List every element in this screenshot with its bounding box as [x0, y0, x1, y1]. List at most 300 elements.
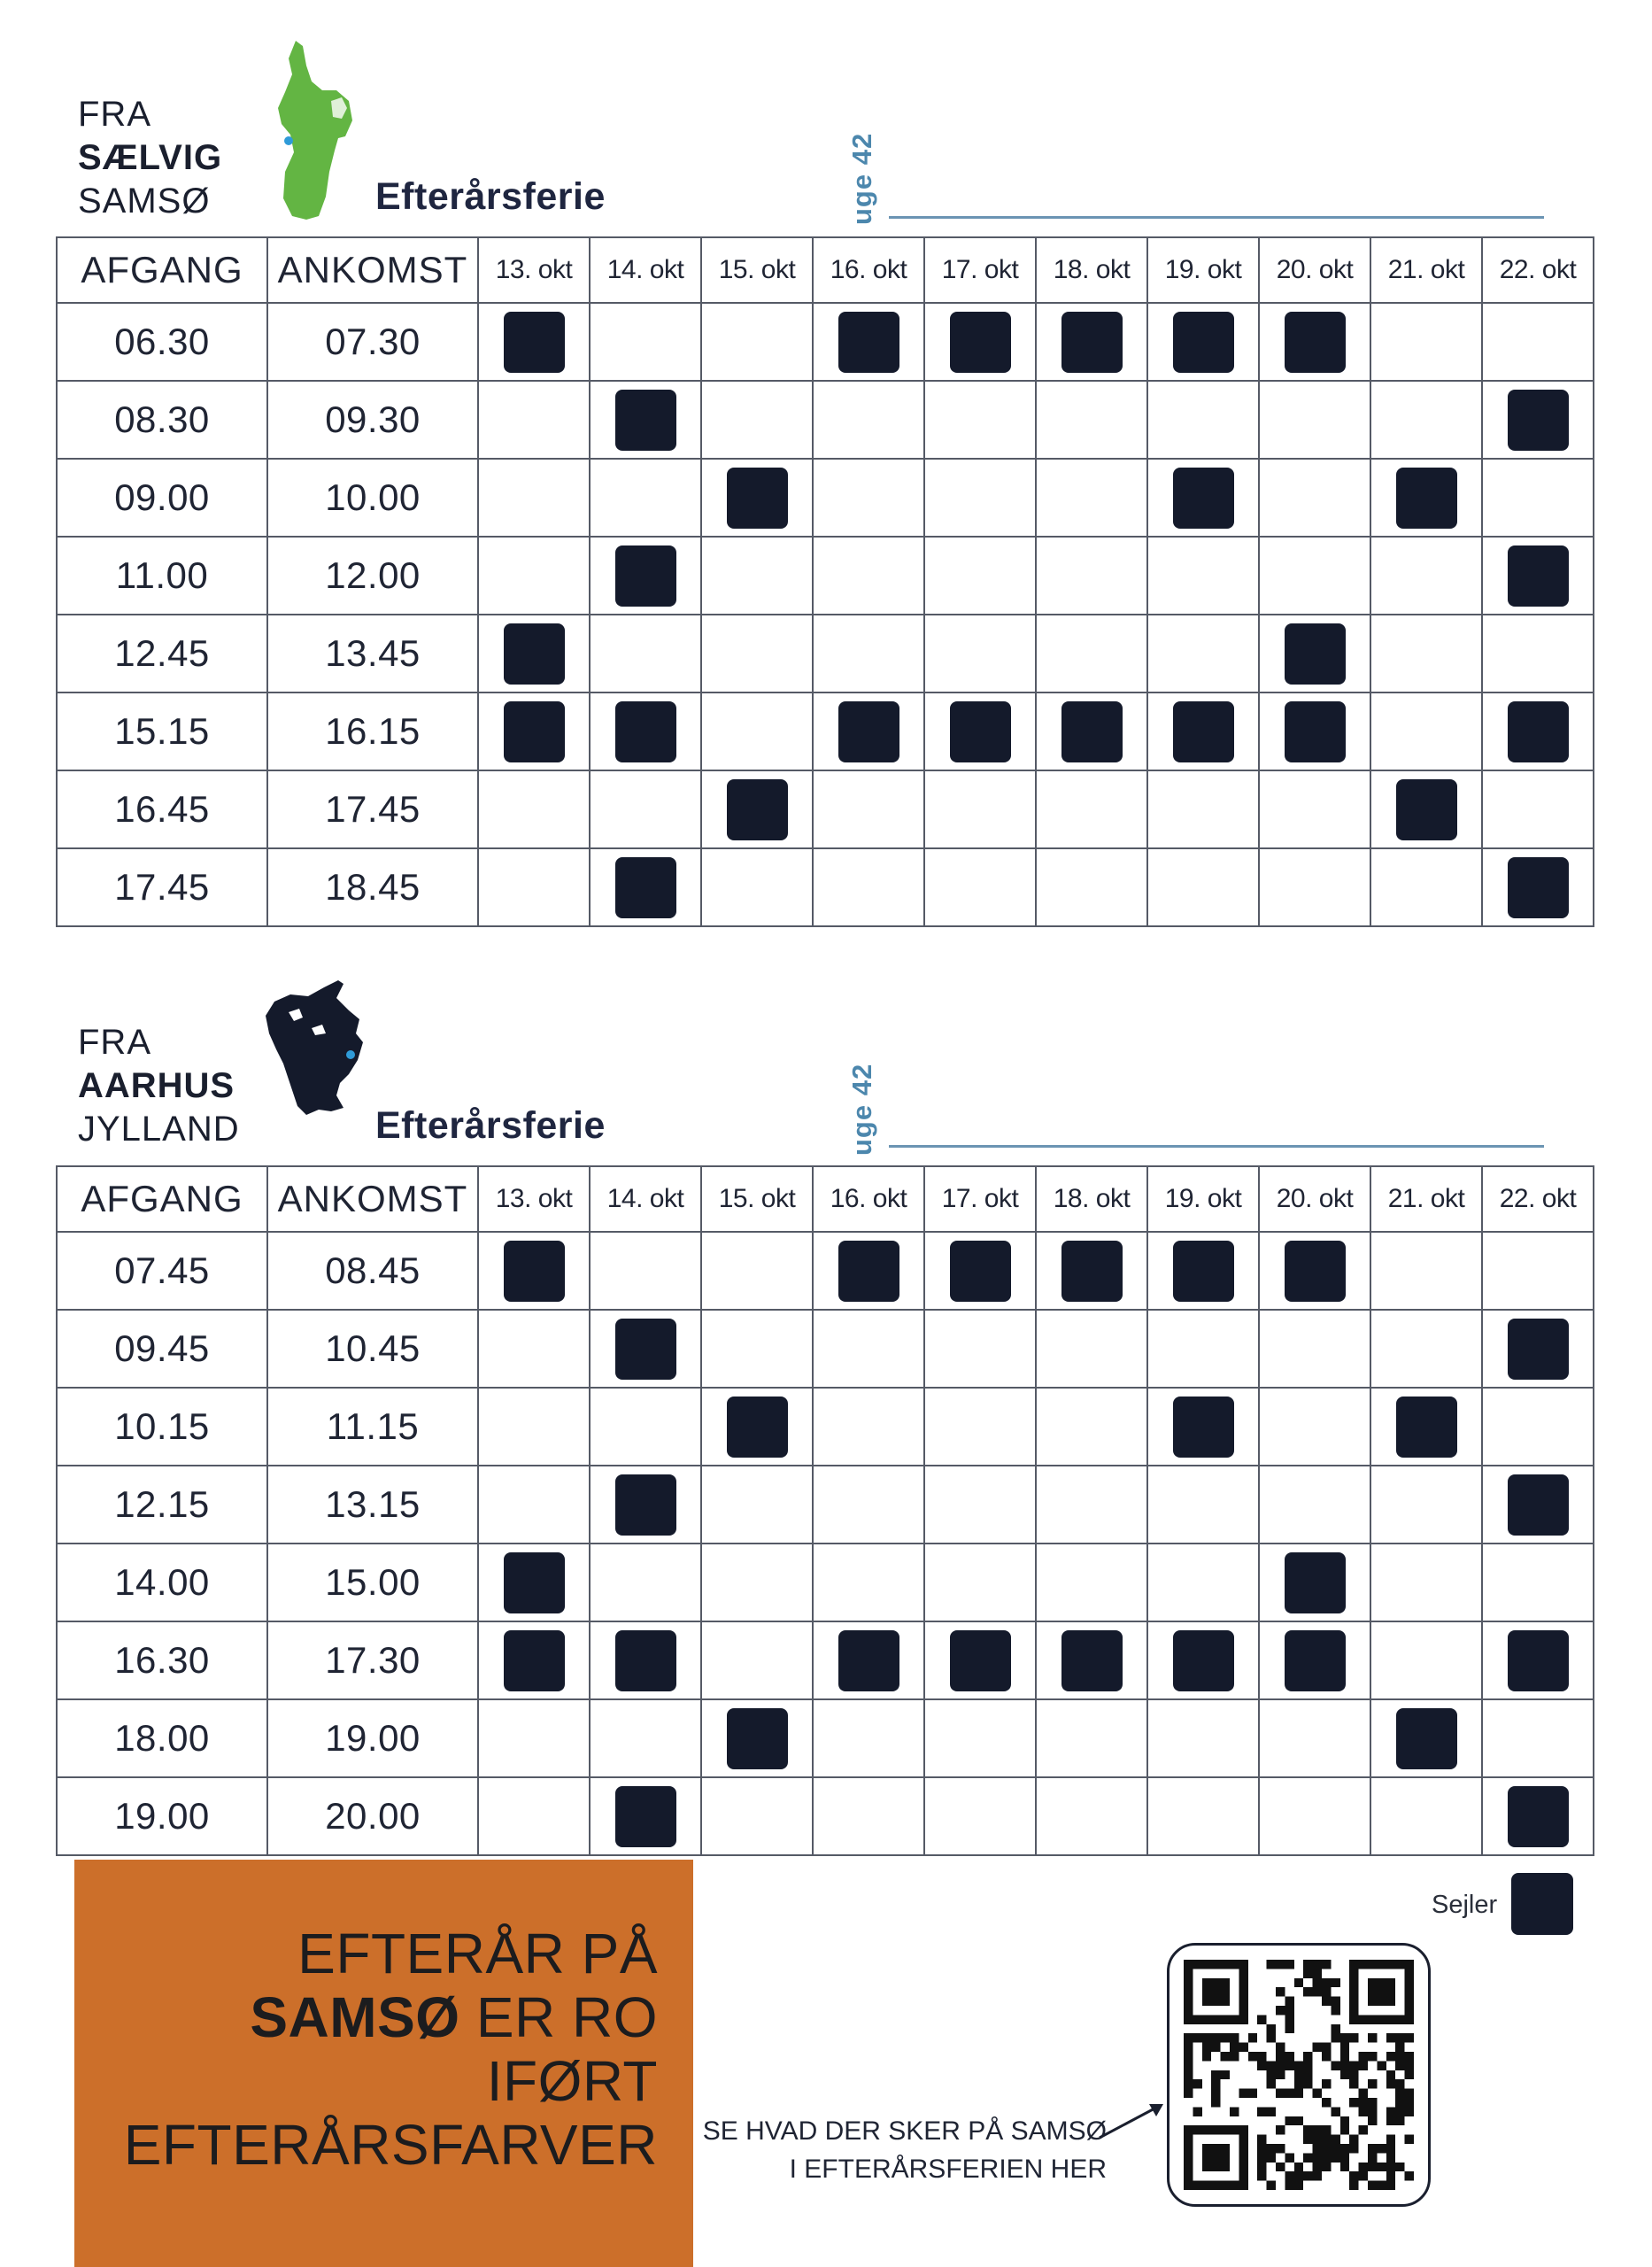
sailing-cell	[478, 770, 590, 848]
sailing-cell	[478, 615, 590, 692]
sails-marker	[838, 1630, 899, 1691]
departure-time: 12.15	[57, 1466, 267, 1544]
promo-line4: EFTERÅRSFARVER	[123, 2113, 658, 2177]
promo-line2-rest: ER RO	[459, 1985, 658, 2049]
departure-table-saelvig	[56, 236, 1594, 927]
header-arrival: ANKOMST	[267, 1166, 478, 1232]
table-row	[57, 848, 1594, 926]
sailing-cell	[1036, 692, 1147, 770]
sails-marker	[1061, 312, 1123, 373]
sailing-cell	[813, 615, 924, 692]
sailing-cell	[478, 381, 590, 459]
header-date: 17. okt	[924, 1166, 1036, 1232]
sailing-cell	[1370, 1388, 1482, 1466]
sails-marker	[727, 468, 788, 529]
sails-marker	[504, 1241, 565, 1302]
arrival-time: 16.15	[267, 692, 478, 770]
sailing-cell	[1370, 615, 1482, 692]
origin-place: AARHUS	[78, 1066, 235, 1105]
sails-marker	[1508, 857, 1569, 918]
header-date: 16. okt	[813, 237, 924, 303]
sailing-cell	[1370, 1621, 1482, 1699]
sailing-cell	[590, 848, 701, 926]
table-row	[57, 1466, 1594, 1544]
sailing-cell	[1259, 1777, 1370, 1855]
table-row	[57, 692, 1594, 770]
sails-marker	[1396, 468, 1457, 529]
table-row	[57, 1310, 1594, 1388]
departure-time: 16.45	[57, 770, 267, 848]
sailing-cell	[813, 692, 924, 770]
sailing-cell	[478, 1232, 590, 1310]
arrival-time: 18.45	[267, 848, 478, 926]
arrival-time: 12.00	[267, 537, 478, 615]
sailing-cell	[1482, 537, 1594, 615]
sailing-cell	[1036, 615, 1147, 692]
arrival-time: 10.45	[267, 1310, 478, 1388]
qr-code-icon[interactable]	[1184, 1960, 1414, 2190]
sailing-cell	[1482, 770, 1594, 848]
sailing-cell	[701, 1699, 813, 1777]
sails-marker	[1173, 1241, 1234, 1302]
sails-marker	[1173, 312, 1234, 373]
qr-code[interactable]	[1167, 1943, 1431, 2207]
samso-map-icon	[276, 39, 356, 221]
header-date: 21. okt	[1370, 1166, 1482, 1232]
sailing-cell	[590, 1310, 701, 1388]
arrival-time: 08.45	[267, 1232, 478, 1310]
table-header-row	[57, 237, 1594, 303]
header-date: 17. okt	[924, 237, 1036, 303]
sails-marker	[1173, 1397, 1234, 1458]
sailing-cell	[813, 1388, 924, 1466]
sailing-cell	[1482, 1388, 1594, 1466]
sailing-cell	[924, 381, 1036, 459]
sailing-cell	[1036, 1388, 1147, 1466]
arrival-time: 11.15	[267, 1388, 478, 1466]
header-date: 13. okt	[478, 237, 590, 303]
sailing-cell	[1259, 848, 1370, 926]
sailing-cell	[1370, 692, 1482, 770]
sails-marker	[615, 701, 676, 762]
sails-marker	[504, 1630, 565, 1691]
sailing-cell	[813, 381, 924, 459]
sailing-cell	[1147, 537, 1259, 615]
header-date: 18. okt	[1036, 1166, 1147, 1232]
table-row	[57, 1699, 1594, 1777]
promo-line3: IFØRT	[486, 2049, 658, 2113]
arrival-time: 17.30	[267, 1621, 478, 1699]
qr-caption	[699, 2112, 1107, 2188]
sails-marker	[1396, 1397, 1457, 1458]
sailing-cell	[1036, 1544, 1147, 1621]
header-date: 16. okt	[813, 1166, 924, 1232]
table-row	[57, 1621, 1594, 1699]
sailing-cell	[1482, 692, 1594, 770]
sailing-cell	[1036, 1466, 1147, 1544]
sailing-cell	[1370, 1699, 1482, 1777]
sailing-cell	[924, 1466, 1036, 1544]
sailing-cell	[1482, 1310, 1594, 1388]
sails-marker	[727, 1708, 788, 1769]
departure-table-aarhus	[56, 1165, 1594, 1856]
origin-region: JYLLAND	[78, 1110, 240, 1149]
header-departure: AFGANG	[57, 237, 267, 303]
header-date: 19. okt	[1147, 1166, 1259, 1232]
sailing-cell	[1036, 1699, 1147, 1777]
departure-time: 10.15	[57, 1388, 267, 1466]
sailing-cell	[1036, 1777, 1147, 1855]
promo-line2-bold: SAMSØ	[250, 1985, 460, 2049]
sailing-cell	[1259, 537, 1370, 615]
header-date: 22. okt	[1482, 1166, 1594, 1232]
arrival-time: 13.45	[267, 615, 478, 692]
sailing-cell	[1147, 1388, 1259, 1466]
sails-marker	[504, 701, 565, 762]
sailing-cell	[813, 1777, 924, 1855]
sailing-cell	[478, 1699, 590, 1777]
sailing-cell	[1147, 1699, 1259, 1777]
sailing-cell	[1370, 303, 1482, 381]
sailing-cell	[478, 1466, 590, 1544]
departure-time: 17.45	[57, 848, 267, 926]
sails-marker	[1508, 1474, 1569, 1536]
jylland-map-icon	[264, 979, 370, 1117]
sailing-cell	[701, 1310, 813, 1388]
table-header-row	[57, 1166, 1594, 1232]
sailing-cell	[1036, 770, 1147, 848]
sailing-cell	[813, 770, 924, 848]
table-row	[57, 770, 1594, 848]
header-date: 13. okt	[478, 1166, 590, 1232]
sailing-cell	[1482, 1699, 1594, 1777]
sailing-cell	[701, 848, 813, 926]
departure-time: 12.45	[57, 615, 267, 692]
sailing-cell	[813, 459, 924, 537]
sailing-cell	[701, 1544, 813, 1621]
header-date: 14. okt	[590, 237, 701, 303]
sailing-cell	[924, 1232, 1036, 1310]
sailing-cell	[1147, 381, 1259, 459]
sailing-cell	[924, 1699, 1036, 1777]
sailing-cell	[1147, 848, 1259, 926]
sailing-cell	[478, 537, 590, 615]
table-row	[57, 615, 1594, 692]
origin-label	[78, 1021, 240, 1151]
origin-fra: FRA	[78, 1023, 151, 1062]
table-row	[57, 537, 1594, 615]
sails-marker	[615, 1319, 676, 1380]
sails-marker	[1508, 390, 1569, 451]
sailing-cell	[924, 459, 1036, 537]
sailing-cell	[701, 537, 813, 615]
sailing-cell	[1370, 848, 1482, 926]
sailing-cell	[924, 1621, 1036, 1699]
sailing-cell	[590, 1232, 701, 1310]
sailing-cell	[813, 303, 924, 381]
sails-marker	[1173, 701, 1234, 762]
table-row	[57, 459, 1594, 537]
week-label: uge 42	[846, 132, 877, 225]
sailing-cell	[1482, 303, 1594, 381]
legend-label: Sejler	[1432, 1891, 1498, 1919]
sails-marker	[1173, 468, 1234, 529]
departure-time: 08.30	[57, 381, 267, 459]
sails-marker	[615, 545, 676, 607]
sailing-cell	[701, 1621, 813, 1699]
sails-marker	[615, 1786, 676, 1847]
sails-marker	[838, 312, 899, 373]
sails-marker	[1285, 623, 1346, 685]
table-row	[57, 303, 1594, 381]
sailing-cell	[813, 537, 924, 615]
sailing-cell	[924, 537, 1036, 615]
sailing-cell	[478, 1544, 590, 1621]
sails-marker	[1285, 1552, 1346, 1613]
arrow-icon	[1098, 2099, 1169, 2143]
sailing-cell	[813, 1232, 924, 1310]
sailing-cell	[590, 615, 701, 692]
sailing-cell	[478, 303, 590, 381]
sailing-cell	[924, 303, 1036, 381]
sailing-cell	[1147, 1621, 1259, 1699]
sailing-cell	[924, 848, 1036, 926]
sailing-cell	[813, 1310, 924, 1388]
sails-marker	[504, 1552, 565, 1613]
sails-marker	[838, 1241, 899, 1302]
sailing-cell	[1259, 381, 1370, 459]
sailing-cell	[1147, 459, 1259, 537]
arrival-time: 17.45	[267, 770, 478, 848]
sails-marker	[504, 623, 565, 685]
sailing-cell	[1259, 770, 1370, 848]
season-title: Efterårsferie	[375, 1104, 606, 1147]
sailing-cell	[924, 1544, 1036, 1621]
sailing-cell	[1259, 1621, 1370, 1699]
sailing-cell	[1147, 770, 1259, 848]
sailing-cell	[1259, 1699, 1370, 1777]
sailing-cell	[590, 1388, 701, 1466]
sails-marker	[1508, 701, 1569, 762]
sailing-cell	[1370, 1310, 1482, 1388]
week-underline	[889, 1145, 1544, 1148]
header-date: 20. okt	[1259, 237, 1370, 303]
sailing-cell	[590, 1621, 701, 1699]
sails-marker	[1173, 1630, 1234, 1691]
sailing-cell	[478, 1777, 590, 1855]
sails-marker	[1285, 312, 1346, 373]
sails-marker	[1508, 545, 1569, 607]
sails-marker	[615, 857, 676, 918]
sailing-cell	[590, 1466, 701, 1544]
arrival-time: 10.00	[267, 459, 478, 537]
sails-marker	[615, 1630, 676, 1691]
departure-time: 19.00	[57, 1777, 267, 1855]
arrival-time: 19.00	[267, 1699, 478, 1777]
header-date: 21. okt	[1370, 237, 1482, 303]
sailing-cell	[813, 1466, 924, 1544]
promo-line2	[91, 1985, 658, 2049]
sailing-cell	[701, 459, 813, 537]
qr-caption-line1: SE HVAD DER SKER PÅ SAMSØ	[702, 2116, 1107, 2146]
sailing-cell	[924, 1310, 1036, 1388]
sailing-cell	[1482, 1777, 1594, 1855]
header-date: 15. okt	[701, 1166, 813, 1232]
header-date: 15. okt	[701, 237, 813, 303]
qr-caption-line2: I EFTERÅRSFERIEN HER	[789, 2155, 1107, 2184]
sailing-cell	[813, 1621, 924, 1699]
header-date: 22. okt	[1482, 237, 1594, 303]
sailing-cell	[924, 615, 1036, 692]
sailing-cell	[478, 848, 590, 926]
sailing-cell	[701, 615, 813, 692]
arrival-time: 20.00	[267, 1777, 478, 1855]
sailing-cell	[478, 1388, 590, 1466]
season-title: Efterårsferie	[375, 175, 606, 218]
sailing-cell	[478, 692, 590, 770]
sailing-cell	[590, 1699, 701, 1777]
arrival-time: 15.00	[267, 1544, 478, 1621]
header-arrival: ANKOMST	[267, 237, 478, 303]
sailing-cell	[478, 459, 590, 537]
sails-marker	[1285, 701, 1346, 762]
sailing-cell	[701, 692, 813, 770]
sailing-cell	[1036, 381, 1147, 459]
sailing-cell	[1036, 1232, 1147, 1310]
sails-marker	[950, 1241, 1011, 1302]
sailing-cell	[590, 692, 701, 770]
departure-time: 11.00	[57, 537, 267, 615]
header-date: 20. okt	[1259, 1166, 1370, 1232]
promo-text	[91, 1922, 658, 2177]
sailing-cell	[1147, 303, 1259, 381]
sailing-cell	[1482, 848, 1594, 926]
departure-time: 15.15	[57, 692, 267, 770]
sailing-cell	[1482, 381, 1594, 459]
sailing-cell	[1259, 615, 1370, 692]
header-departure: AFGANG	[57, 1166, 267, 1232]
sailing-cell	[701, 770, 813, 848]
header-date: 19. okt	[1147, 237, 1259, 303]
sailing-cell	[1370, 1777, 1482, 1855]
departure-time: 09.45	[57, 1310, 267, 1388]
sails-marker	[1061, 1241, 1123, 1302]
departure-time: 07.45	[57, 1232, 267, 1310]
sails-marker	[615, 1474, 676, 1536]
sailing-cell	[478, 1621, 590, 1699]
sails-marker	[950, 1630, 1011, 1691]
sailing-cell	[924, 1388, 1036, 1466]
sailing-cell	[813, 1544, 924, 1621]
sailing-cell	[590, 770, 701, 848]
week-underline	[889, 216, 1544, 219]
sailing-cell	[1259, 1310, 1370, 1388]
sailing-cell	[924, 692, 1036, 770]
sailing-cell	[1482, 1544, 1594, 1621]
sailing-cell	[1259, 459, 1370, 537]
sailing-cell	[1259, 1388, 1370, 1466]
origin-fra: FRA	[78, 95, 151, 134]
departure-time: 16.30	[57, 1621, 267, 1699]
sailing-cell	[1370, 1544, 1482, 1621]
sails-marker	[1285, 1241, 1346, 1302]
sails-marker	[727, 1397, 788, 1458]
sails-marker	[1508, 1319, 1569, 1380]
table-row	[57, 1777, 1594, 1855]
sailing-cell	[478, 1310, 590, 1388]
sailing-cell	[1482, 1621, 1594, 1699]
sailing-cell	[1036, 459, 1147, 537]
sailing-cell	[1482, 1232, 1594, 1310]
arrival-time: 09.30	[267, 381, 478, 459]
table-row	[57, 1544, 1594, 1621]
sails-marker	[1061, 701, 1123, 762]
sailing-cell	[701, 1466, 813, 1544]
sailing-cell	[1259, 1466, 1370, 1544]
header-date: 14. okt	[590, 1166, 701, 1232]
sailing-cell	[1036, 1310, 1147, 1388]
sailing-cell	[1259, 1232, 1370, 1310]
sails-marker	[1508, 1630, 1569, 1691]
sails-marker	[504, 312, 565, 373]
sailing-cell	[1036, 1621, 1147, 1699]
sailing-cell	[1036, 303, 1147, 381]
sailing-cell	[590, 1544, 701, 1621]
sailing-cell	[1147, 615, 1259, 692]
sails-marker	[615, 390, 676, 451]
sailing-cell	[701, 1388, 813, 1466]
departure-time: 09.00	[57, 459, 267, 537]
sailing-cell	[590, 303, 701, 381]
sails-marker	[950, 701, 1011, 762]
sailing-cell	[590, 459, 701, 537]
sailing-cell	[590, 537, 701, 615]
sailing-cell	[1482, 1466, 1594, 1544]
sailing-cell	[1370, 1466, 1482, 1544]
sailing-cell	[1259, 303, 1370, 381]
arrival-time: 13.15	[267, 1466, 478, 1544]
sailing-cell	[590, 381, 701, 459]
sailing-cell	[924, 1777, 1036, 1855]
origin-place: SÆLVIG	[78, 138, 223, 177]
sailing-cell	[701, 303, 813, 381]
sailing-cell	[1147, 1310, 1259, 1388]
sailing-cell	[1036, 537, 1147, 615]
departure-time: 18.00	[57, 1699, 267, 1777]
sailing-cell	[701, 1777, 813, 1855]
sailing-cell	[590, 1777, 701, 1855]
sailing-cell	[1036, 848, 1147, 926]
sailing-cell	[1147, 1232, 1259, 1310]
promo-banner	[74, 1860, 693, 2267]
legend-sails-box	[1511, 1873, 1573, 1935]
sailing-cell	[1370, 537, 1482, 615]
arrival-time: 07.30	[267, 303, 478, 381]
sails-marker	[1508, 1786, 1569, 1847]
sailing-cell	[1259, 1544, 1370, 1621]
sails-marker	[838, 701, 899, 762]
sailing-cell	[813, 1699, 924, 1777]
sailing-cell	[1370, 459, 1482, 537]
sailing-cell	[1259, 692, 1370, 770]
sails-marker	[1396, 779, 1457, 840]
sailing-cell	[1370, 381, 1482, 459]
sails-marker	[1061, 1630, 1123, 1691]
sails-marker	[1285, 1630, 1346, 1691]
sailing-cell	[1147, 1466, 1259, 1544]
sailing-cell	[1482, 615, 1594, 692]
header-date: 18. okt	[1036, 237, 1147, 303]
